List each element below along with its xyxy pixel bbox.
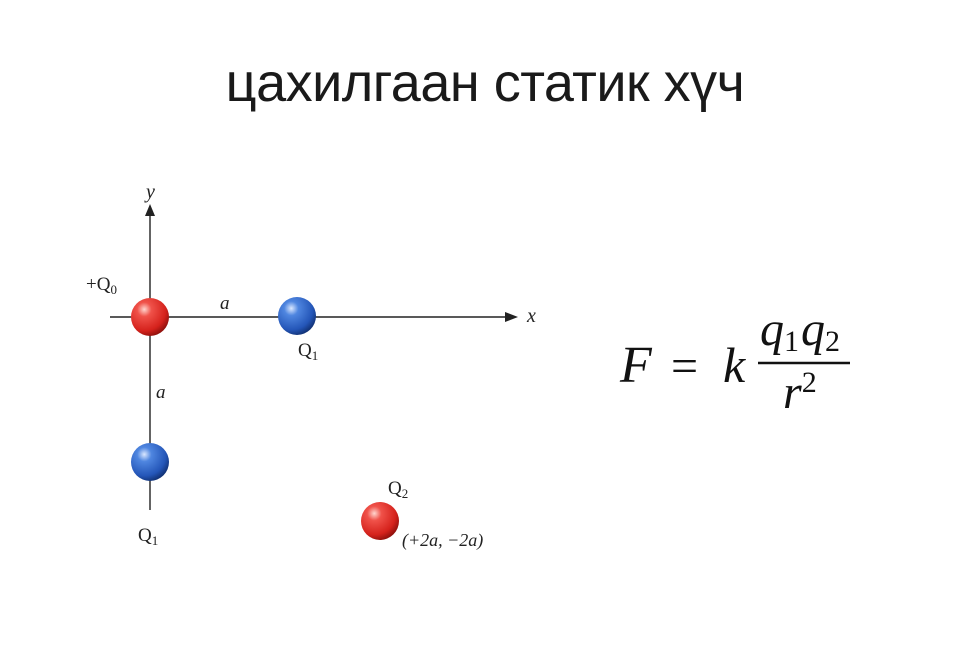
y-axis-label: y [146, 181, 155, 203]
charge-q1-right-sphere [278, 297, 316, 335]
y-axis-arrow-icon [145, 204, 155, 216]
formula-numerator: q1q2 [760, 303, 840, 358]
charge-q2-sphere [361, 502, 399, 540]
formula-denominator: $r^2$ [783, 366, 817, 419]
x-axis-arrow-icon [505, 312, 518, 322]
charge-q1-bottom-label: $Q_1$ [138, 525, 159, 548]
charge-q1-bottom-sphere [131, 443, 169, 481]
charge-q2-label: $Q_2$ [388, 478, 409, 501]
distance-a-vertical: a [156, 382, 166, 403]
x-axis-label: x [527, 305, 536, 327]
charge-q2-coords: (+2a, −2a) [402, 530, 484, 550]
coulomb-formula [619, 303, 850, 419]
formula-lhs: F [620, 337, 652, 394]
charge-q0-sphere [131, 298, 169, 336]
formula-k: k [723, 337, 746, 393]
charge-q0-label: $+Q_0$ [86, 274, 117, 297]
distance-a-horizontal: a [220, 293, 230, 314]
page-title: цахилгаан статик хүч [225, 53, 745, 113]
formula-equals: = [671, 340, 699, 393]
charge-q1-right-label: $Q_1$ [298, 340, 319, 363]
